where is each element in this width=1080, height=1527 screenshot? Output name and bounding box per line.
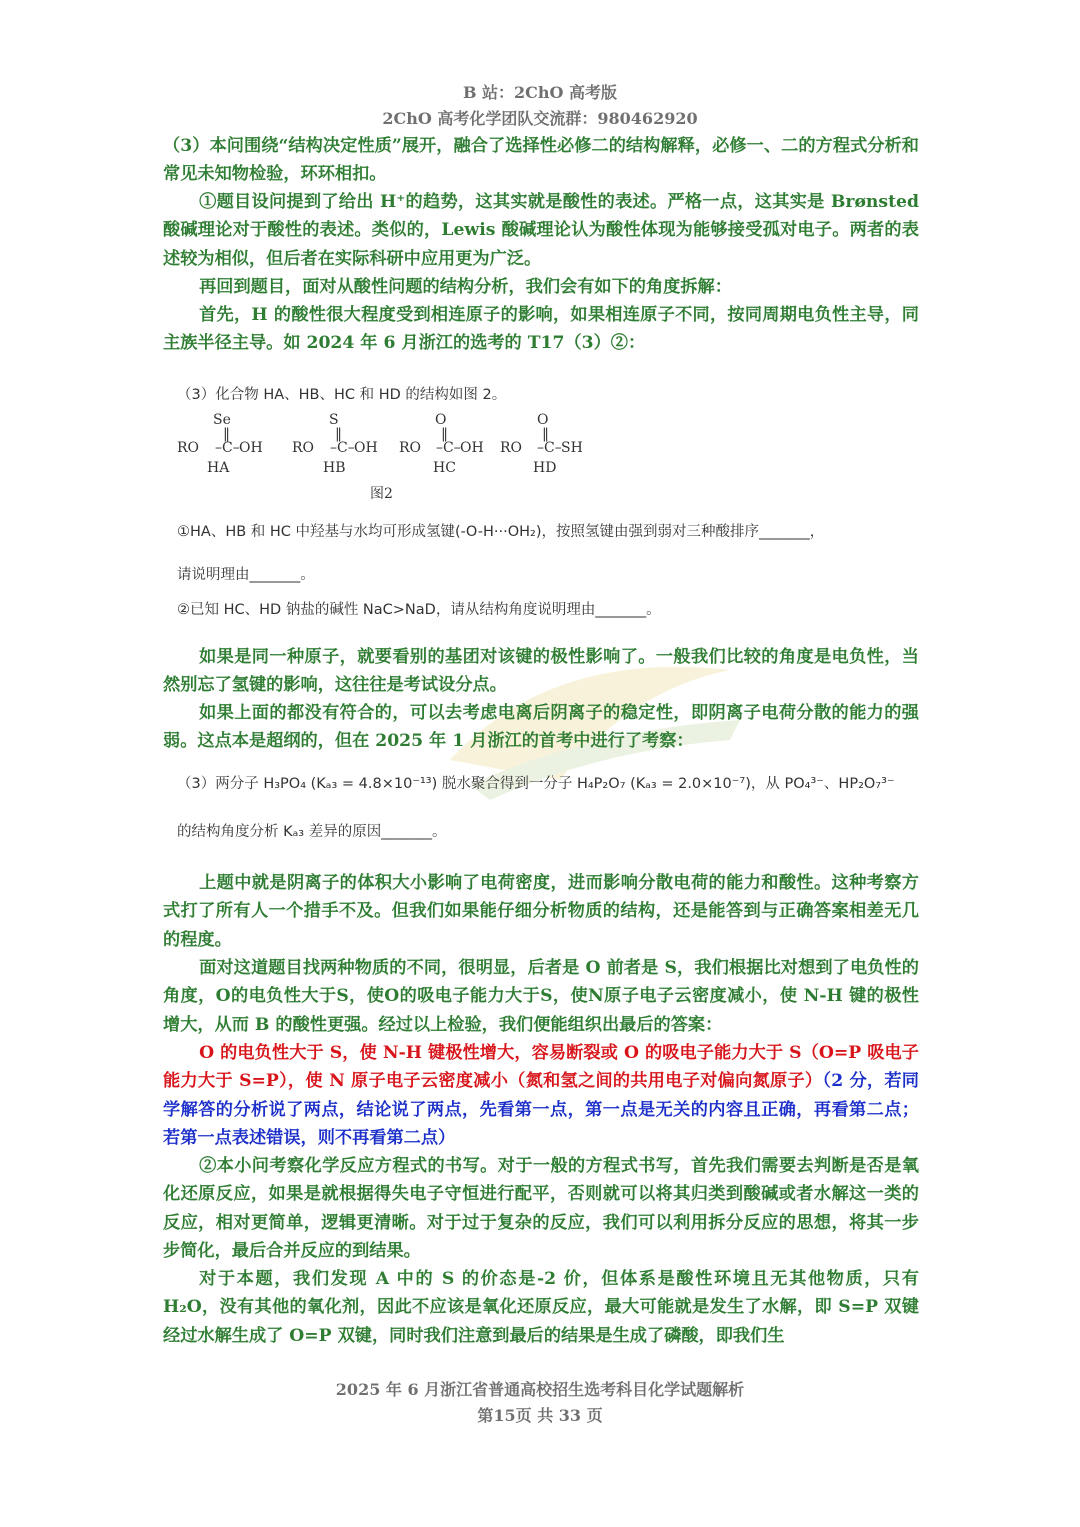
mol-ha-right: OH: [239, 440, 263, 456]
paragraph-compare: 面对这道题目找两种物质的不同，很明显，后者是 O 前者是 S，我们根据比对想到了电负性的角度，O的电负性大于S，使O的吸电子能力大于S，使N原子电子云密度减小，使 N-H 键的极性增大，从而 B 的酸性更强。经过以上检验，我们便能组织出最后的答案：: [163, 958, 919, 1035]
paragraph-intro: （3）本问围绕“结构决定性质”展开，融合了选择性必修二的结构解释，必修一、二的方程式分析和常见未知物检验，环环相扣。: [163, 136, 919, 185]
mol-hb-bond: ‖: [335, 426, 342, 442]
paragraph-return: 再回到题目，面对从酸性问题的结构分析，我们会有如下的角度拆解：: [199, 277, 732, 297]
scoring-note: （2 分，若同学解答的分析说了两点，结论说了两点，先看第一点，第一点是无关的内容且正确，再看第二点；若第一点表述错误，则不再看第二点）: [163, 1071, 919, 1148]
exam-question-1-reason: 请说明理由_______。: [177, 567, 315, 583]
mol-hb-name: HB: [323, 460, 346, 476]
paragraph-equation: ②本小问考察化学反应方程式的书写。对于一般的方程式书写，首先我们需要去判断是否是氧化还原反应，如果是就根据得失电子守恒进行配平，否则就可以将其归类到酸碱或者水解这一类的反应，相对更简单，逻辑更清晰。对于过于复杂的反应，我们可以利用拆分反应的思想，将其一步步简化，最后合并反应的到结果。: [163, 1156, 919, 1261]
mol-ha-name: HA: [207, 460, 230, 476]
footer-page-number: 第15页 共 33 页: [477, 1406, 603, 1425]
mol-hb-top-atom: S: [329, 412, 339, 428]
paragraph-acidity-definition: ①题目设问提到了给出 H⁺的趋势，这其实就是酸性的表述。严格一点，这其实是 Brønsted 酸碱理论对于酸性的表述。类似的，Lewis 酸碱理论认为酸性体现为能够接受孤对电子。两者的表述较为相似，但后者在实际科研中应用更为广泛。: [163, 192, 919, 269]
exam-question-1: ①HA、HB 和 HC 中羟基与水均可形成氢键(-O-H···OH₂)，按照氢键由强到弱对三种酸排序_______，: [177, 524, 825, 540]
mol-hd-name: HD: [533, 460, 557, 476]
mol-hd-right: SH: [561, 440, 583, 456]
mol-ha-carbon: –C–: [215, 440, 240, 456]
mol-hd-carbon: –C–: [537, 440, 562, 456]
answer-text: O 的电负性大于 S，使 N-H 键极性增大，容易断裂或 O 的吸电子能力大于 S（O=P 吸电子能力大于 S=P），使 N 原子电子云密度减小（氮和氢之间的共用电子对偏向氮原子）: [163, 1043, 919, 1092]
exam2-line-1: （3）两分子 H₃PO₄ (Kₐ₃ = 4.8×10⁻¹³) 脱水聚合得到一分子 H₄P₂O₇ (Kₐ₃ = 2.0×10⁻⁷)，从 PO₄³⁻、HP₂O₇³⁻: [177, 776, 895, 792]
mol-hd-left: RO: [500, 440, 523, 456]
mol-hc-carbon: –C–: [436, 440, 461, 456]
header-channel: B 站：2ChO 高考版: [462, 83, 618, 102]
mol-ha-bond: ‖: [223, 426, 230, 442]
mol-hd-top-atom: O: [537, 412, 549, 428]
mol-hb-right: OH: [354, 440, 378, 456]
mol-hb-carbon: –C–: [330, 440, 355, 456]
footer-title: 2025 年 6 月浙江省普通高校招生选考科目化学试题解析: [335, 1380, 745, 1399]
mol-hc-top-atom: O: [435, 412, 447, 428]
figure-label: 图2: [370, 486, 393, 502]
paragraph-this-problem: 对于本题，我们发现 A 中的 S 的价态是-2 价，但体系是酸性环境且无其他物质，只有 H₂O，没有其他的氧化剂，因此不应该是氧化还原反应，最大可能就是发生了水解，即 S=P 双键经过水解生成了 O=P 双键，同时我们注意到最后的结果是生成了磷酸，即我们生: [163, 1269, 919, 1346]
mol-hd-bond: ‖: [542, 426, 549, 442]
answer-block: [163, 1039, 919, 1152]
header-group: 2ChO 高考化学团队交流群：980462920: [382, 109, 698, 128]
exam-question-2: ②已知 HC、HD 钠盐的碱性 NaC>NaD，请从结构角度说明理由_______。: [177, 602, 661, 618]
exam2-line-2: 的结构角度分析 Kₐ₃ 差异的原因_______。: [177, 824, 447, 840]
mol-ha-left: RO: [177, 440, 200, 456]
mol-hc-name: HC: [433, 460, 456, 476]
mol-hc-bond: ‖: [441, 426, 448, 442]
mol-ha-top-atom: Se: [213, 412, 231, 428]
exam-excerpt-intro: （3）化合物 HA、HB、HC 和 HD 的结构如图 2。: [177, 387, 507, 403]
mol-hc-right: OH: [460, 440, 484, 456]
paragraph-anion-stability: 如果上面的都没有符合的，可以去考虑电离后阴离子的稳定性，即阴离子电荷分散的能力的强弱。这点本是超纲的，但在 2025 年 1 月浙江的首考中进行了考察：: [163, 703, 919, 752]
paragraph-same-atom: 如果是同一种原子，就要看别的基团对该键的极性影响了。一般我们比较的角度是电负性，当然别忘了氢键的影响，这往往是考试设分点。: [163, 647, 919, 696]
paragraph-first: 首先，H 的酸性很大程度受到相连原子的影响，如果相连原子不同，按同周期电负性主导，同主族半径主导。如 2024 年 6 月浙江的选考的 T17（3）②：: [163, 305, 919, 354]
mol-hc-left: RO: [399, 440, 422, 456]
paragraph-anion-size: 上题中就是阴离子的体积大小影响了电荷密度，进而影响分散电荷的能力和酸性。这种考察方式打了所有人一个措手不及。但我们如果能仔细分析物质的结构，还是能答到与正确答案相差无几的程度。: [163, 873, 919, 950]
mol-hb-left: RO: [292, 440, 315, 456]
